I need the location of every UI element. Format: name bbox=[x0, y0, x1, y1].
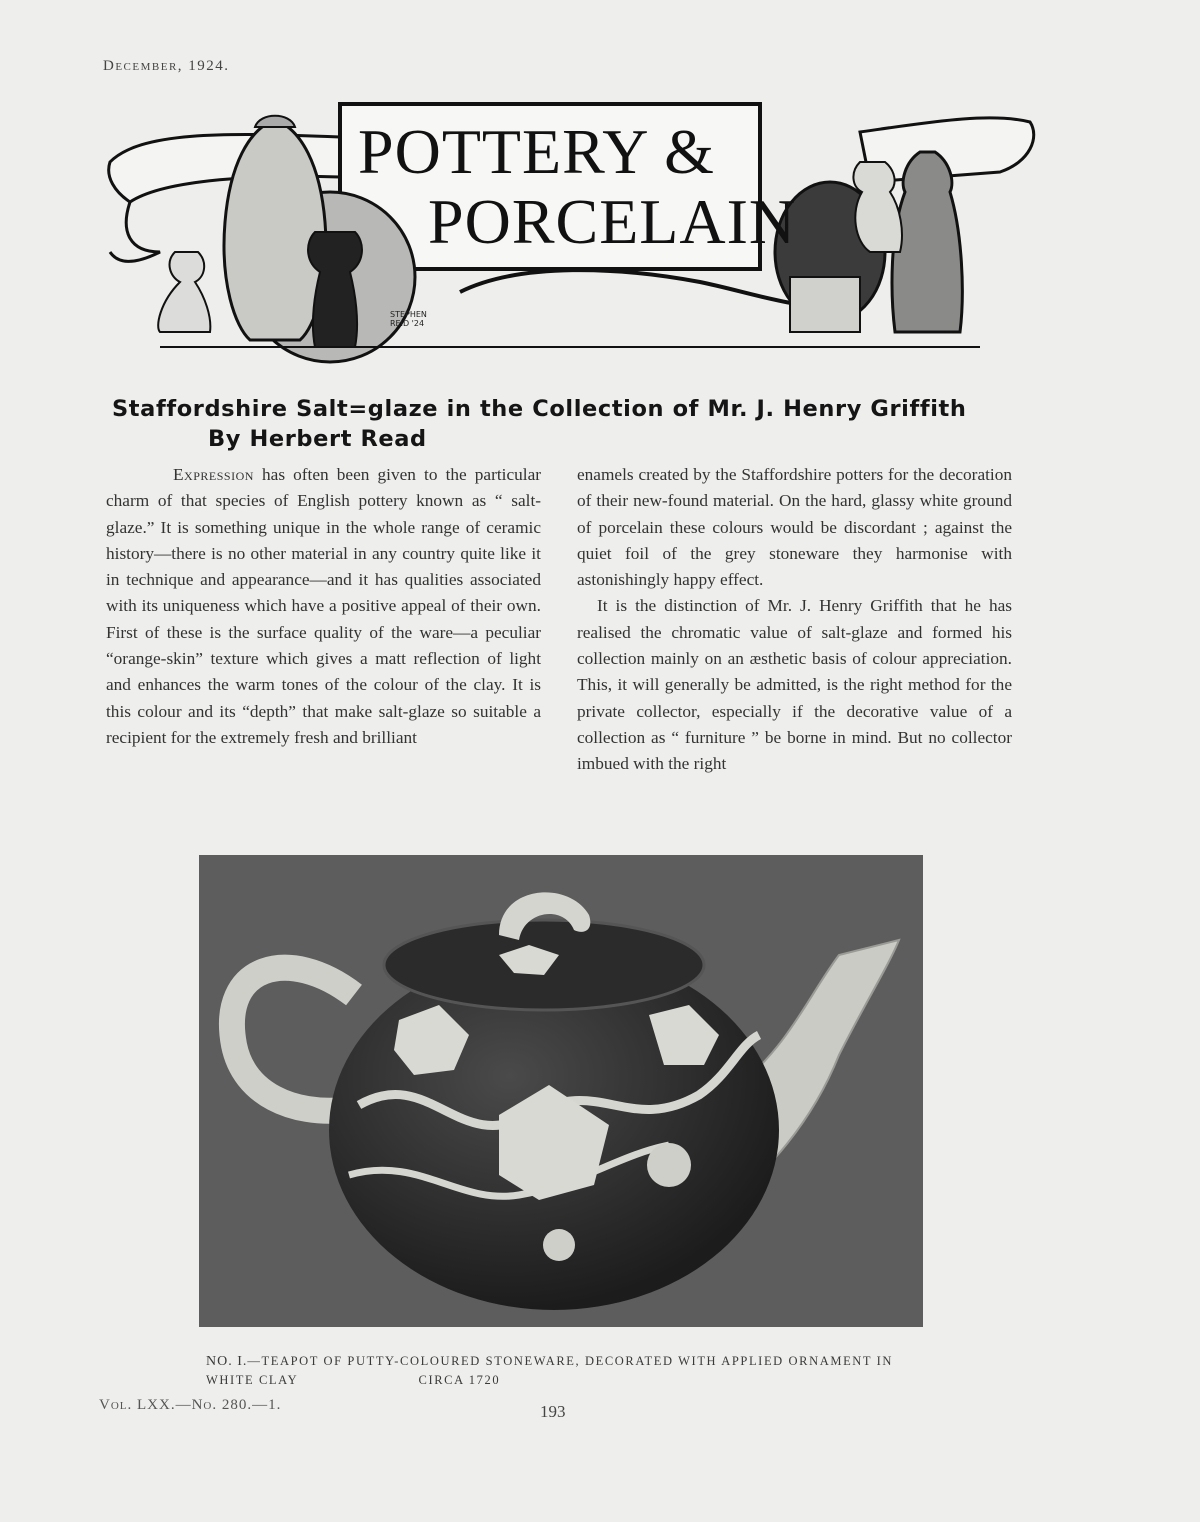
volume-line: Vol. LXX.—No. 280.—1. bbox=[99, 1397, 282, 1413]
banner-title-line-2: PORCELAIN bbox=[428, 186, 797, 257]
figurine-seated bbox=[853, 162, 902, 252]
lead-word: Expression bbox=[173, 465, 254, 484]
paragraph-text: has often been given to the particular charm of that species of English pottery known as “ salt-glaze.” It is something unique in the whole range of ceramic history—there is no other material in any country quite like it in technique and appearance—and it has qualities associated with its uniqueness which have a positive appeal of their own. First of these is the surface quality of the ware—a peculiar “orange-skin” texture which gives a matt reflection of light and enhances the warm tones of the colour of the clay. It is this colour and its “depth” that make salt-glaze so suitable a recipient for the extremely fresh and brilliant bbox=[106, 465, 541, 747]
figurine-lady bbox=[158, 252, 210, 332]
covered-jar-lid bbox=[255, 116, 295, 127]
caption-text: —TEAPOT OF PUTTY-COLOURED STONEWARE, DECORATED WITH APPLIED ORNAMENT IN WHITE CLAY bbox=[206, 1354, 894, 1387]
small-vase bbox=[308, 232, 362, 347]
paragraph: It is the distinction of Mr. J. Henry Griffith that he has realised the chromatic value of salt-glaze and formed his collection mainly on an æsthetic basis of colour appreciation. This, it will generally be admitted, is the right method for the private collector, especially if the decorative value of a collection as “ furniture ” be borne in mind. But no collector imbued with the right bbox=[577, 596, 1012, 774]
figure-caption bbox=[206, 1352, 926, 1389]
artist-signature: STEPHEN REID '24 bbox=[390, 310, 427, 328]
teapot-photograph bbox=[199, 855, 923, 1327]
text-column-right bbox=[577, 462, 1012, 778]
banner-title-line-1: POTTERY & bbox=[358, 116, 715, 187]
teapot-image bbox=[199, 855, 923, 1327]
paragraph: enamels created by the Staffordshire potters for the decoration of their new-found material. On the hard, glassy white ground of porcelain these colours would be discordant ; against the quiet foil of the grey stoneware they harmonise with astonishingly happy effect. bbox=[577, 465, 1012, 590]
wooden-stand bbox=[790, 277, 860, 332]
article-headline bbox=[112, 394, 1012, 454]
paragraph bbox=[106, 462, 541, 751]
caption-number: NO. I. bbox=[206, 1354, 248, 1369]
running-head: December, 1924. bbox=[103, 58, 230, 74]
text-column-left bbox=[106, 462, 541, 751]
caption-date: CIRCA 1720 bbox=[418, 1373, 501, 1387]
grape-cluster-small bbox=[543, 1229, 575, 1261]
page-number: 193 bbox=[540, 1402, 566, 1421]
article-byline: By Herbert Read bbox=[208, 426, 427, 452]
ribbon-scroll-tail-left bbox=[110, 202, 160, 261]
article-title: Staffordshire Salt=glaze in the Collection of Mr. J. Henry Griffith bbox=[112, 396, 967, 422]
masthead-illustration bbox=[100, 92, 1100, 367]
grape-cluster bbox=[647, 1143, 691, 1187]
